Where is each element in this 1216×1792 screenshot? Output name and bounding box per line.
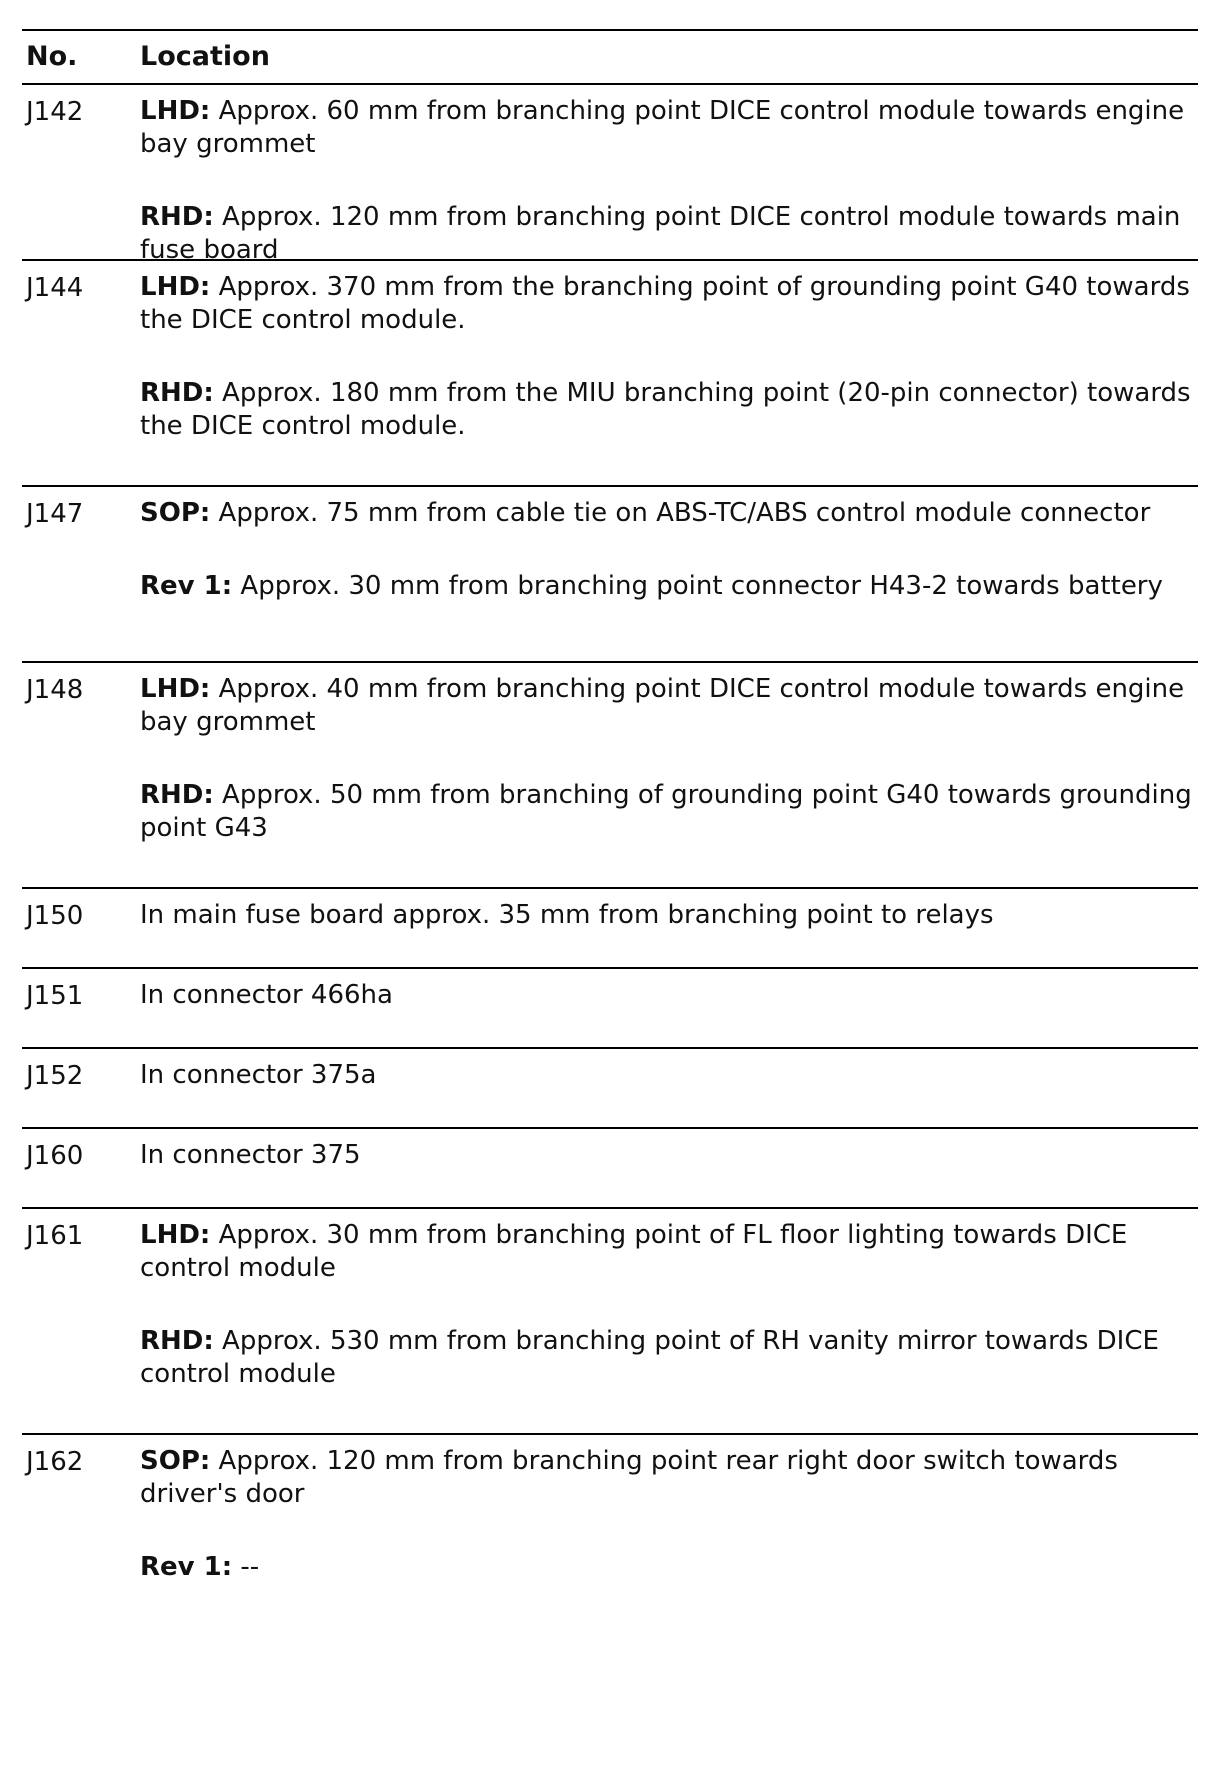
row-location [140,889,1198,967]
location-text: Approx. 30 mm from branching point of FL floor lighting towards DICE control module [140,1220,1128,1283]
table-row [22,487,1198,663]
row-location [140,969,1198,1047]
location-text: In connector 466ha [140,980,393,1010]
variant-label: LHD: [140,272,211,302]
table-body [22,85,1198,1611]
header-no: No. [26,41,78,72]
row-number: J151 [26,981,84,1011]
row-location [140,261,1198,485]
table-row [22,663,1198,889]
row-number: J161 [26,1221,84,1251]
location-paragraph [140,377,1198,443]
location-paragraph [140,95,1198,161]
variant-label: RHD: [140,378,214,408]
row-number: J147 [26,499,84,529]
location-paragraph [140,1445,1198,1511]
variant-label: Rev 1: [140,571,233,601]
location-paragraph [140,979,1198,1012]
location-text: Approx. 120 mm from branching point rear right door switch towards driver's door [140,1446,1118,1509]
row-number: J150 [26,901,84,931]
variant-label: RHD: [140,780,214,810]
location-text: Approx. 60 mm from branching point DICE control module towards engine bay grommet [140,96,1185,159]
variant-label: RHD: [140,202,214,232]
table-row [22,1129,1198,1209]
location-text: Approx. 75 mm from cable tie on ABS-TC/ABS control module connector [210,498,1151,528]
table-row [22,889,1198,969]
variant-label: RHD: [140,1326,214,1356]
row-number: J160 [26,1141,84,1171]
location-text: Approx. 120 mm from branching point DICE control module towards main fuse board [140,202,1181,265]
row-number: J148 [26,675,84,705]
location-text: In connector 375a [140,1060,377,1090]
location-text: Approx. 50 mm from branching of grounding point G40 towards grounding point G43 [140,780,1192,843]
table-row [22,1049,1198,1129]
location-text: Approx. 180 mm from the MIU branching point (20-pin connector) towards the DICE control module. [140,378,1191,441]
location-text: In main fuse board approx. 35 mm from branching point to relays [140,900,994,930]
row-number: J142 [26,97,84,127]
table-row [22,261,1198,487]
table-row [22,1435,1198,1611]
table-row [22,1209,1198,1435]
table-row [22,85,1198,265]
variant-label: SOP: [140,498,211,528]
location-paragraph [140,497,1198,530]
row-location [140,1435,1198,1611]
table-row [22,969,1198,1049]
location-paragraph [140,1219,1198,1285]
row-number: J152 [26,1061,84,1091]
row-location [140,487,1198,661]
row-number: J144 [26,273,84,303]
location-text: Approx. 530 mm from branching point of RH vanity mirror towards DICE control module [140,1326,1159,1389]
row-location [140,1209,1198,1433]
location-paragraph [140,570,1198,603]
location-paragraph [140,673,1198,739]
location-text: In connector 375 [140,1140,361,1170]
row-location [140,663,1198,887]
table-header [22,29,1198,85]
location-text: Approx. 40 mm from branching point DICE control module towards engine bay grommet [140,674,1185,737]
variant-label: SOP: [140,1446,211,1476]
location-text: Approx. 30 mm from branching point connector H43-2 towards battery [232,571,1163,601]
variant-label: LHD: [140,674,211,704]
location-paragraph [140,201,1198,267]
location-paragraph [140,271,1198,337]
location-paragraph [140,779,1198,845]
location-paragraph [140,1551,1198,1584]
row-number: J162 [26,1447,84,1477]
location-table [22,29,1198,1611]
location-text: Approx. 370 mm from the branching point of grounding point G40 towards the DICE control module. [140,272,1190,335]
variant-label: Rev 1: [140,1552,233,1582]
row-location [140,85,1198,265]
variant-label: LHD: [140,1220,211,1250]
location-paragraph [140,1059,1198,1092]
location-paragraph [140,899,1198,932]
location-paragraph [140,1139,1198,1172]
row-location [140,1049,1198,1127]
location-paragraph [140,1325,1198,1391]
row-location [140,1129,1198,1207]
variant-label: LHD: [140,96,211,126]
header-location: Location [140,41,270,72]
location-text: -- [232,1552,260,1582]
